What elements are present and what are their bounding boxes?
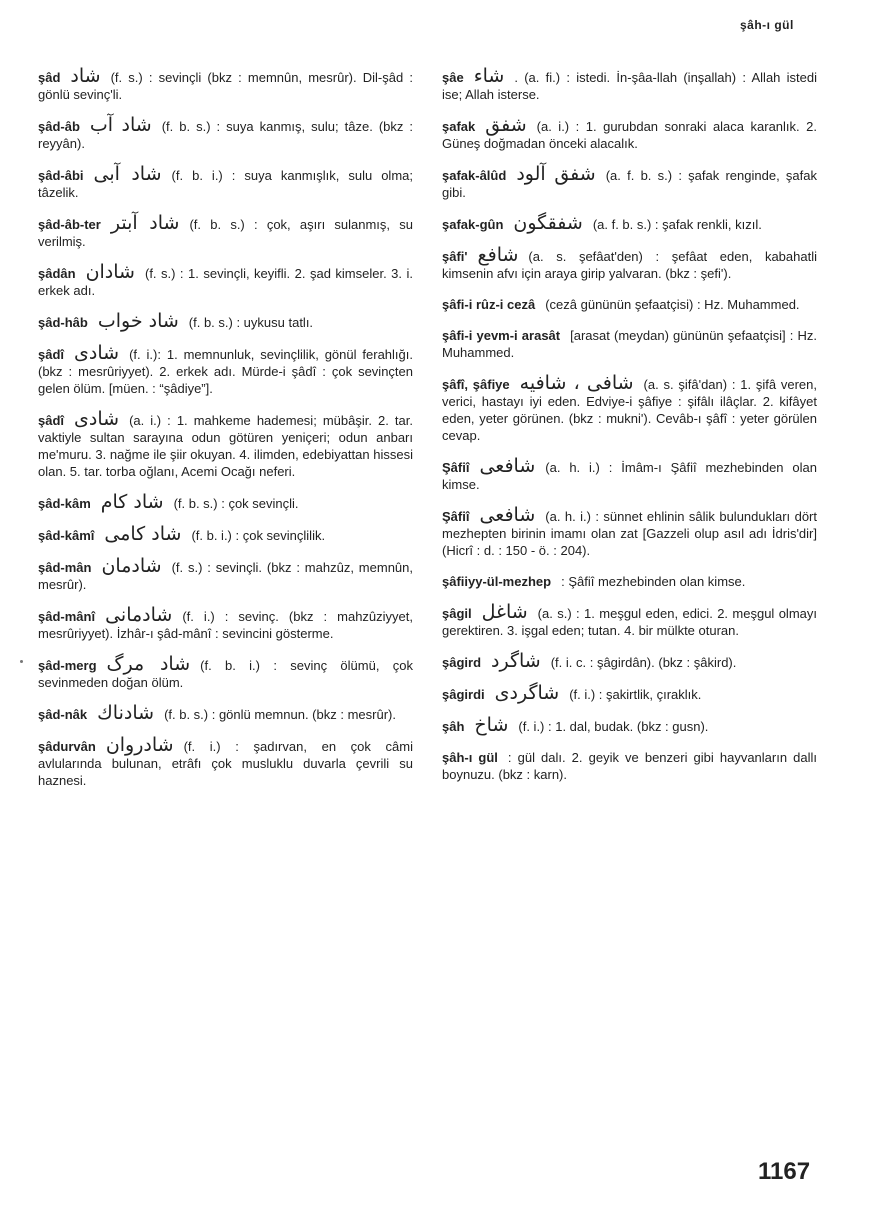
running-header: şâh-ı gül [740,18,794,32]
definition: (f. i.): 1. memnunluk, sevinçlilik, gönül ferahlığı. (bkz : mesrûriyyet). 2. erkek adı. Mürde-i şâdî : çok sevinçten gelen ölüm. [müen. : “şâdiye”]. [38,347,413,396]
definition: (f. i.) : şakirtlik, çıraklık. [569,687,702,702]
right-column [442,65,818,797]
headword: şâgil [442,606,472,621]
headword: şâdî [38,347,65,362]
definition: (f. i.) : 1. dal, budak. (bkz : gusn). [518,719,709,734]
headword: şâfî, şâfiye [442,377,510,392]
headword: şâd-mânî [38,609,96,624]
definition: (a. s. şifâ'dan) : 1. şifâ veren, verici, hastayı iyi eden. Edviye-i şâfiye : şifâlı ilâçlar. 2. kifâyet eden, yeter görünen. (bkz : mukni'). Cevâb-ı şâfî : yeter görülen cevap. [442,377,817,443]
dictionary-entry [442,573,817,590]
arabic-script: شادان [85,261,135,283]
definition: (a. i.) : 1. mahkeme hademesi; mübâşir. 2. tar. vaktiyle sultan sarayına odun götüren yeniçeri; odun anbarı me'muru. 3. nağme ile şiir okuyan. 4. ilimden, edebiyattan hissesi olan. 5. tar. torba oğlanı, Acemi Ocağı neferi. [38,413,413,479]
dictionary-entry [442,372,817,444]
dictionary-entry [38,604,413,642]
dictionary-entry [442,244,817,282]
headword: şâfiiyy-ül-mezhep [442,574,552,589]
definition: (f. i. c. : şâgirdân). (bkz : şâkird). [550,655,737,670]
dictionary-entry [38,408,413,480]
dictionary-entry [38,653,413,691]
definition: (cezâ gününün şefaatçisi) : Hz. Muhammed. [545,297,800,312]
headword: şâd-âbi [38,168,84,183]
definition: (a. f. b. s.) : şafak renkli, kızıl. [592,217,762,232]
arabic-script: شاد خواب [97,310,179,332]
definition: (a. s. şefâat'den) : şefâat eden, kabahatli kimsenin afvı için araya girip yalvaran. (bkz : şefi'). [442,249,817,281]
dictionary-entry [38,491,413,513]
headword: şafak-âlûd [442,168,507,183]
definition: (f. s.) : 1. sevinçli, keyifli. 2. şad kimseler. 3. i. erkek adı. [38,266,413,298]
headword: şâd-kâmî [38,528,95,543]
dictionary-entry [38,114,414,152]
definition: : gül dalı. 2. geyik ve benzeri gibi hayvanların dallı boynuzu. (bkz : karn). [442,750,818,782]
headword: şâgirdi [442,687,485,702]
dictionary-entry [38,342,413,397]
definition: (f. s.) : sevinçli. (bkz : mahzûz, memnûn, mesrûr). [38,560,413,592]
headword: şâd-mân [38,560,92,575]
definition: (f. b. s.) : uykusu tatlı. [188,315,314,330]
headword: şâfi-i yevm-i arasât [442,328,561,343]
dictionary-entry [38,555,413,593]
headword: şâd-âb-ter [38,217,101,232]
definition: (f. i.) : sevinç. (bkz : mahzûziyyet, mesrûriyyet). İzhâr-ı şâd-mânî : sevincini gösterme. [38,609,413,641]
dictionary-entry [38,523,413,545]
headword: şâd-merg [38,658,97,673]
headword: şâe [442,70,464,85]
dictionary-entry [442,682,817,704]
definition: : Şâfiî mezhebinden olan kimse. [561,574,746,589]
dictionary-entry [38,212,413,250]
arabic-script: شاد آب [89,114,152,136]
definition: (f. b. s.) : çok sevinçli. [173,496,299,511]
arabic-script: شادمانى [105,604,173,626]
dictionary-entry [442,749,817,783]
dictionary-entry [442,327,817,361]
dictionary-entry [442,455,817,493]
arabic-script: شادمان [101,555,162,577]
dictionary-entry [442,65,817,103]
left-column [38,65,414,803]
headword: şâh [442,719,465,734]
dictionary-entry [442,601,817,639]
headword: şâd-nâk [38,707,88,722]
dictionary-entry [442,714,817,736]
headword: şafak [442,119,476,134]
arabic-script: شفق آلود [516,163,596,185]
headword: şâh-ı gül [442,750,498,765]
headword: Şâfiî [442,509,470,524]
arabic-script: شادناك [97,702,155,724]
arabic-script: شافعى [479,455,536,477]
dictionary-entry [38,734,413,789]
definition: [arasat (meydan) gününün şefaatçisi] : Hz. Muhammed. [442,328,817,360]
dictionary-entry [38,310,413,332]
arabic-script: شاگردى [494,682,560,704]
arabic-script: شادى [74,408,120,430]
dictionary-entry [442,114,817,152]
definition: (a. f. b. s.) : şafak renginde, şafak gibi. [442,168,817,200]
definition: (f. b. i.) : çok sevinçlilik. [191,528,326,543]
definition: (f. b. s.) : suya kanmış, sulu; tâze. (bkz : reyyân). [38,119,414,151]
headword: şâdurvân [38,739,96,754]
arabic-script: شاد [70,65,101,87]
arabic-script: شاد مرگ [106,653,191,675]
scan-speck [20,660,23,663]
dictionary-entry [38,261,413,299]
arabic-script: شاغل [481,601,528,623]
definition: (f. b. i.) : suya kanmışlık, sulu olma; tâzelik. [38,168,413,200]
arabic-script: شاخ [474,714,509,736]
definition: (f. b. s.) : çok, aşırı sulanmış, su verilmiş. [38,217,413,249]
arabic-script: شاء [473,65,505,87]
headword: şâgird [442,655,482,670]
headword: şâfi-i rûz-i cezâ [442,297,536,312]
dictionary-entry [442,163,817,201]
dictionary-entry [38,65,413,103]
arabic-script: شاگرد [491,650,541,672]
page-number: 1167 [758,1158,811,1185]
definition: . (a. fi.) : istedi. İn-şâa-llah (inşallah) : Allah istedi ise; Allah isterse. [442,70,817,102]
dictionary-entry [38,163,413,201]
dictionary-entry [442,212,817,234]
arabic-script: شاد آبتر [110,212,180,234]
arabic-script: شاد آبی [93,163,162,185]
headword: şâdân [38,266,76,281]
arabic-script: شافع [477,244,519,266]
headword: şâd-âb [38,119,80,134]
headword: şâdî [38,413,65,428]
headword: şafak-gûn [442,217,504,232]
headword: Şâfiî [442,460,470,475]
definition: (f. i.) : şadırvan, en çok câmi avlularında bulunan, etrâfı çok musluklu duvarla çevrili su haznesi. [38,739,413,788]
headword: şâfi' [442,249,468,264]
arabic-script: شافى ، شافيه [519,372,634,394]
dictionary-entry [442,296,817,313]
arabic-script: شفقگون [513,212,583,234]
headword: şâd [38,70,61,85]
arabic-script: شفق [485,114,527,136]
arabic-script: شادروان [105,734,174,756]
definition: (a. i.) : 1. gurubdan sonraki alaca karanlık. 2. Güneş doğmadan önceki alacalık. [442,119,817,151]
definition: (f. b. s.) : gönlü memnun. (bkz : mesrûr). [164,707,396,722]
definition: (a. h. i.) : İmâm-ı Şâfiî mezhebinden olan kimse. [442,460,817,492]
arabic-script: شاد كام [100,491,164,513]
dictionary-entry [442,504,817,559]
headword: şâd-hâb [38,315,88,330]
definition: (f. s.) : sevinçli (bkz : memnûn, mesrûr). Dil-şâd : gönlü sevinç'li. [38,70,413,102]
headword: şâd-kâm [38,496,91,511]
arabic-script: شاد كامى [104,523,182,545]
dictionary-entry [38,702,413,724]
definition: (a. h. i.) : sünnet ehlinin sâlik bulundukları dört mezhepten birinin imamı olan zat [Gazzeli olup asıl adı İdris'dir] (Hicrî : d. : 150 - ö. : 204). [442,509,817,558]
arabic-script: شادى [74,342,120,364]
definition: (a. s.) : 1. meşgul eden, edici. 2. meşgul olmayı gerektiren. 3. işgal eden; tutan. 4. bir mülkte oturan. [442,606,817,638]
dictionary-entry [442,650,817,672]
definition: (f. b. i.) : sevinç ölümü, çok sevinmeden doğan ölüm. [38,658,413,690]
arabic-script: شافعى [479,504,536,526]
